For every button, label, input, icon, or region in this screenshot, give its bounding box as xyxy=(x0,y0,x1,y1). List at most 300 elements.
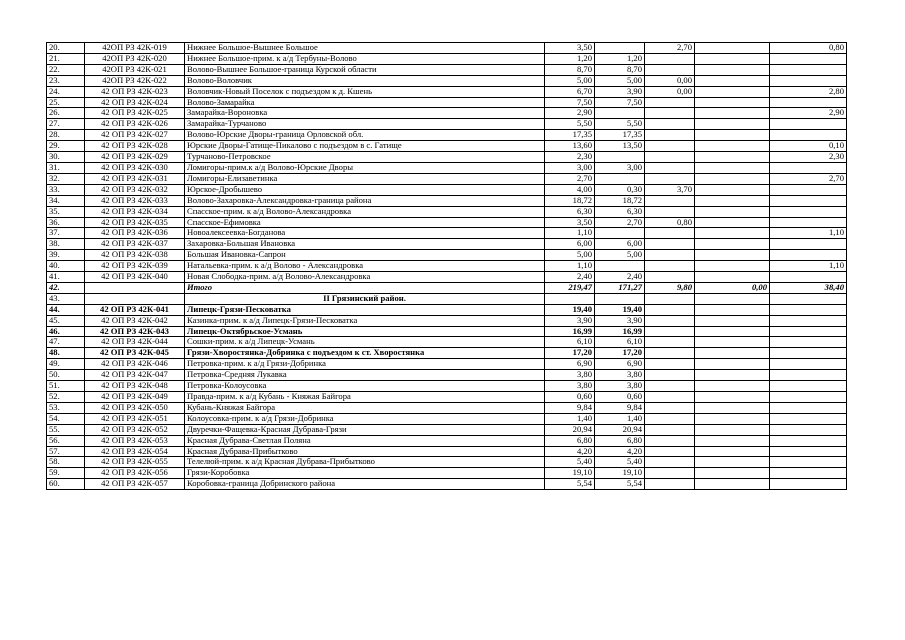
length-col-4-cell xyxy=(695,424,770,435)
length-col-2-cell: 4,20 xyxy=(595,446,645,457)
table-row xyxy=(47,261,847,272)
table-row xyxy=(47,97,847,108)
length-col-3-cell xyxy=(645,326,695,337)
length-col-2-cell xyxy=(595,173,645,184)
length-col-5-cell xyxy=(770,53,847,64)
total-length-cell: 5,40 xyxy=(545,457,595,468)
road-code-cell: 42 ОП РЗ 42К-025 xyxy=(85,108,185,119)
length-col-3-cell xyxy=(645,119,695,130)
length-col-3-cell xyxy=(645,413,695,424)
row-number-cell: 21. xyxy=(47,53,85,64)
road-name-cell: Большая Ивановка-Сапрон xyxy=(185,250,545,261)
length-col-2-cell: 18,72 xyxy=(595,195,645,206)
row-number-cell: 58. xyxy=(47,457,85,468)
row-number-cell: 38. xyxy=(47,239,85,250)
length-col-2-cell: 6,00 xyxy=(595,239,645,250)
length-col-3-cell xyxy=(645,337,695,348)
length-col-5-cell: 0,10 xyxy=(770,141,847,152)
length-col-5-cell xyxy=(770,424,847,435)
row-number-cell: 48. xyxy=(47,348,85,359)
road-name-cell: Ломигоры-прим.к а/д Волово-Юрские Дворы xyxy=(185,162,545,173)
road-name-cell: Спасское-прим. к а/д Волово-Александровка xyxy=(185,206,545,217)
road-name-cell: Нижнее Большое-прим. к а/д Тербуны-Волово xyxy=(185,53,545,64)
length-col-2-cell: 5,00 xyxy=(595,75,645,86)
table-row xyxy=(47,43,847,54)
length-col-5-cell xyxy=(770,446,847,457)
total-length-cell: 2,70 xyxy=(545,173,595,184)
road-name-cell: Красная Дубрава-Светлая Поляна xyxy=(185,435,545,446)
length-col-4-cell xyxy=(695,97,770,108)
row-number-cell: 41. xyxy=(47,272,85,283)
length-col-5-cell xyxy=(770,381,847,392)
length-col-4-cell xyxy=(695,293,770,304)
length-col-5-cell xyxy=(770,359,847,370)
road-name-cell: Замарайка-Турчаново xyxy=(185,119,545,130)
length-col-4-cell xyxy=(695,337,770,348)
length-col-3-cell xyxy=(645,152,695,163)
length-col-3-cell xyxy=(645,261,695,272)
length-col-4-cell xyxy=(695,86,770,97)
length-col-2-cell: 7,50 xyxy=(595,97,645,108)
road-name-cell: Колоусовка-прим. к а/д Грязи-Добринка xyxy=(185,413,545,424)
row-number-cell: 44. xyxy=(47,304,85,315)
road-name-cell: II Грязинский район. xyxy=(185,293,545,304)
row-number-cell: 59. xyxy=(47,468,85,479)
total-length-cell: 9,84 xyxy=(545,402,595,413)
road-code-cell xyxy=(85,293,185,304)
length-col-4-cell xyxy=(695,141,770,152)
length-col-2-cell: 5,40 xyxy=(595,457,645,468)
total-length-cell: 5,54 xyxy=(545,479,595,490)
total-length-cell: 13,60 xyxy=(545,141,595,152)
total-length-cell: 4,20 xyxy=(545,446,595,457)
length-col-5-cell xyxy=(770,402,847,413)
length-col-2-cell: 5,54 xyxy=(595,479,645,490)
road-name-cell: Кубань-Княжая Байгора xyxy=(185,402,545,413)
length-col-5-cell xyxy=(770,130,847,141)
road-code-cell: 42 ОП РЗ 42К-057 xyxy=(85,479,185,490)
length-col-2-cell: 1,20 xyxy=(595,53,645,64)
length-col-3-cell xyxy=(645,53,695,64)
road-code-cell: 42ОП РЗ 42К-019 xyxy=(85,43,185,54)
road-name-cell: Волово-Юрские Дворы-граница Орловской обл. xyxy=(185,130,545,141)
table-row xyxy=(47,152,847,163)
length-col-2-cell xyxy=(595,108,645,119)
total-length-cell: 6,80 xyxy=(545,435,595,446)
length-col-5-cell xyxy=(770,97,847,108)
length-col-3-cell xyxy=(645,228,695,239)
road-name-cell: Петровка-Средняя Лукавка xyxy=(185,370,545,381)
length-col-2-cell xyxy=(595,261,645,272)
length-col-5-cell xyxy=(770,75,847,86)
length-col-3-cell xyxy=(645,130,695,141)
length-col-4-cell xyxy=(695,152,770,163)
length-col-2-cell: 6,80 xyxy=(595,435,645,446)
road-code-cell: 42 ОП РЗ 42К-050 xyxy=(85,402,185,413)
table-row xyxy=(47,457,847,468)
table-row xyxy=(47,206,847,217)
total-length-cell: 3,50 xyxy=(545,43,595,54)
table-row xyxy=(47,348,847,359)
row-number-cell: 22. xyxy=(47,64,85,75)
total-length-cell: 18,72 xyxy=(545,195,595,206)
row-number-cell: 37. xyxy=(47,228,85,239)
total-length-cell: 6,90 xyxy=(545,359,595,370)
length-col-5-cell xyxy=(770,457,847,468)
length-col-5-cell xyxy=(770,293,847,304)
length-col-4-cell xyxy=(695,392,770,403)
length-col-5-cell xyxy=(770,272,847,283)
row-number-cell: 31. xyxy=(47,162,85,173)
length-col-3-cell xyxy=(645,446,695,457)
length-col-4-cell xyxy=(695,315,770,326)
length-col-2-cell: 16,99 xyxy=(595,326,645,337)
length-col-4-cell xyxy=(695,348,770,359)
road-code-cell: 42 ОП РЗ 42К-033 xyxy=(85,195,185,206)
length-col-2-cell xyxy=(595,228,645,239)
road-name-cell: Грязи-Коробовка xyxy=(185,468,545,479)
length-col-5-cell xyxy=(770,217,847,228)
road-name-cell: Красная Дубрава-Прибытково xyxy=(185,446,545,457)
table-row xyxy=(47,119,847,130)
row-number-cell: 43. xyxy=(47,293,85,304)
length-col-5-cell xyxy=(770,304,847,315)
length-col-4-cell xyxy=(695,479,770,490)
total-length-cell: 3,80 xyxy=(545,370,595,381)
table-row xyxy=(47,392,847,403)
total-length-cell: 7,50 xyxy=(545,97,595,108)
road-name-cell: Двуречки-Фащевка-Красная Дубрава-Грязи xyxy=(185,424,545,435)
length-col-2-cell: 3,90 xyxy=(595,86,645,97)
road-code-cell: 42 ОП РЗ 42К-031 xyxy=(85,173,185,184)
total-length-cell: 6,10 xyxy=(545,337,595,348)
length-col-2-cell: 3,80 xyxy=(595,381,645,392)
road-code-cell: 42ОП РЗ 42К-022 xyxy=(85,75,185,86)
length-col-3-cell: 2,70 xyxy=(645,43,695,54)
table-row xyxy=(47,402,847,413)
length-col-4-cell xyxy=(695,184,770,195)
length-col-3-cell xyxy=(645,293,695,304)
table-row xyxy=(47,239,847,250)
row-number-cell: 35. xyxy=(47,206,85,217)
road-name-cell: Сошки-прим. к а/д Липецк-Усмань xyxy=(185,337,545,348)
table-row xyxy=(47,184,847,195)
length-col-5-cell: 38,40 xyxy=(770,282,847,293)
length-col-5-cell xyxy=(770,162,847,173)
length-col-3-cell xyxy=(645,108,695,119)
total-length-cell: 219,47 xyxy=(545,282,595,293)
row-number-cell: 56. xyxy=(47,435,85,446)
road-code-cell: 42 ОП РЗ 42К-047 xyxy=(85,370,185,381)
length-col-2-cell: 0,30 xyxy=(595,184,645,195)
road-code-cell: 42 ОП РЗ 42К-046 xyxy=(85,359,185,370)
length-col-3-cell xyxy=(645,272,695,283)
road-name-cell: Липецк-Октябрьское-Усмань xyxy=(185,326,545,337)
row-number-cell: 57. xyxy=(47,446,85,457)
total-length-cell: 5,00 xyxy=(545,75,595,86)
table-row xyxy=(47,282,847,293)
length-col-2-cell: 6,10 xyxy=(595,337,645,348)
road-code-cell: 42 ОП РЗ 42К-026 xyxy=(85,119,185,130)
row-number-cell: 27. xyxy=(47,119,85,130)
total-length-cell: 2,40 xyxy=(545,272,595,283)
length-col-3-cell xyxy=(645,402,695,413)
length-col-4-cell xyxy=(695,272,770,283)
row-number-cell: 34. xyxy=(47,195,85,206)
length-col-2-cell xyxy=(595,43,645,54)
length-col-3-cell xyxy=(645,370,695,381)
length-col-4-cell xyxy=(695,304,770,315)
total-length-cell: 16,99 xyxy=(545,326,595,337)
row-number-cell: 46. xyxy=(47,326,85,337)
row-number-cell: 50. xyxy=(47,370,85,381)
road-code-cell: 42 ОП РЗ 42К-027 xyxy=(85,130,185,141)
roads-table xyxy=(46,42,847,490)
road-code-cell: 42 ОП РЗ 42К-038 xyxy=(85,250,185,261)
table-row xyxy=(47,293,847,304)
length-col-4-cell xyxy=(695,162,770,173)
road-code-cell: 42 ОП РЗ 42К-036 xyxy=(85,228,185,239)
road-code-cell: 42 ОП РЗ 42К-048 xyxy=(85,381,185,392)
length-col-3-cell xyxy=(645,435,695,446)
length-col-3-cell: 9,80 xyxy=(645,282,695,293)
length-col-2-cell: 19,40 xyxy=(595,304,645,315)
length-col-5-cell xyxy=(770,337,847,348)
length-col-2-cell: 3,80 xyxy=(595,370,645,381)
length-col-3-cell xyxy=(645,359,695,370)
length-col-5-cell xyxy=(770,392,847,403)
length-col-2-cell: 6,30 xyxy=(595,206,645,217)
row-number-cell: 51. xyxy=(47,381,85,392)
row-number-cell: 55. xyxy=(47,424,85,435)
length-col-5-cell xyxy=(770,326,847,337)
total-length-cell: 1,10 xyxy=(545,228,595,239)
table-row xyxy=(47,315,847,326)
length-col-5-cell xyxy=(770,435,847,446)
length-col-5-cell xyxy=(770,64,847,75)
road-name-cell: Захаровка-Большая Ивановка xyxy=(185,239,545,250)
road-code-cell: 42 ОП РЗ 42К-037 xyxy=(85,239,185,250)
road-code-cell: 42 ОП РЗ 42К-039 xyxy=(85,261,185,272)
length-col-3-cell xyxy=(645,392,695,403)
road-name-cell: Натальевка-прим. к а/д Волово - Александровка xyxy=(185,261,545,272)
table-row xyxy=(47,228,847,239)
total-length-cell: 5,50 xyxy=(545,119,595,130)
length-col-4-cell xyxy=(695,326,770,337)
total-length-cell: 2,90 xyxy=(545,108,595,119)
road-code-cell: 42 ОП РЗ 42К-035 xyxy=(85,217,185,228)
length-col-4-cell xyxy=(695,261,770,272)
length-col-4-cell xyxy=(695,413,770,424)
row-number-cell: 29. xyxy=(47,141,85,152)
length-col-3-cell: 0,00 xyxy=(645,86,695,97)
length-col-4-cell xyxy=(695,64,770,75)
row-number-cell: 25. xyxy=(47,97,85,108)
road-name-cell: Коробовка-граница Добринского района xyxy=(185,479,545,490)
length-col-4-cell: 0,00 xyxy=(695,282,770,293)
road-code-cell: 42 ОП РЗ 42К-023 xyxy=(85,86,185,97)
road-name-cell: Новоалексеевка-Богданова xyxy=(185,228,545,239)
row-number-cell: 26. xyxy=(47,108,85,119)
row-number-cell: 54. xyxy=(47,413,85,424)
row-number-cell: 24. xyxy=(47,86,85,97)
table-row xyxy=(47,359,847,370)
length-col-3-cell xyxy=(645,97,695,108)
road-name-cell: Липецк-Грязи-Песковатка xyxy=(185,304,545,315)
table-row xyxy=(47,130,847,141)
length-col-2-cell: 19,10 xyxy=(595,468,645,479)
road-code-cell: 42 ОП РЗ 42К-055 xyxy=(85,457,185,468)
length-col-4-cell xyxy=(695,446,770,457)
road-code-cell: 42 ОП РЗ 42К-040 xyxy=(85,272,185,283)
length-col-2-cell: 6,90 xyxy=(595,359,645,370)
total-length-cell: 1,10 xyxy=(545,261,595,272)
road-name-cell: Новая Слободка-прим. а/д Волово-Александровка xyxy=(185,272,545,283)
road-name-cell: Воловчик-Новый Поселок с подъездом к д. Кшень xyxy=(185,86,545,97)
total-length-cell: 6,30 xyxy=(545,206,595,217)
length-col-5-cell xyxy=(770,348,847,359)
total-length-cell: 19,10 xyxy=(545,468,595,479)
length-col-2-cell: 0,60 xyxy=(595,392,645,403)
length-col-5-cell: 2,70 xyxy=(770,173,847,184)
table-row xyxy=(47,413,847,424)
table-row xyxy=(47,162,847,173)
total-length-cell: 3,00 xyxy=(545,162,595,173)
length-col-3-cell xyxy=(645,424,695,435)
total-length-cell: 8,70 xyxy=(545,64,595,75)
total-length-cell: 20,94 xyxy=(545,424,595,435)
length-col-4-cell xyxy=(695,119,770,130)
total-length-cell: 19,40 xyxy=(545,304,595,315)
row-number-cell: 45. xyxy=(47,315,85,326)
length-col-5-cell xyxy=(770,119,847,130)
table-row xyxy=(47,424,847,435)
total-length-cell: 3,80 xyxy=(545,381,595,392)
road-name-cell: Ломигоры-Елизаветинка xyxy=(185,173,545,184)
length-col-5-cell: 1,10 xyxy=(770,228,847,239)
length-col-3-cell xyxy=(645,304,695,315)
table-row xyxy=(47,75,847,86)
length-col-2-cell: 8,70 xyxy=(595,64,645,75)
road-code-cell: 42 ОП РЗ 42К-030 xyxy=(85,162,185,173)
road-code-cell xyxy=(85,282,185,293)
length-col-3-cell: 0,80 xyxy=(645,217,695,228)
length-col-2-cell: 5,00 xyxy=(595,250,645,261)
length-col-4-cell xyxy=(695,250,770,261)
total-length-cell: 4,00 xyxy=(545,184,595,195)
road-name-cell: Итого xyxy=(185,282,545,293)
total-length-cell: 6,70 xyxy=(545,86,595,97)
length-col-5-cell: 2,90 xyxy=(770,108,847,119)
length-col-4-cell xyxy=(695,130,770,141)
table-row xyxy=(47,337,847,348)
total-length-cell: 17,20 xyxy=(545,348,595,359)
total-length-cell: 3,50 xyxy=(545,217,595,228)
total-length-cell: 17,35 xyxy=(545,130,595,141)
length-col-2-cell: 20,94 xyxy=(595,424,645,435)
length-col-2-cell: 3,00 xyxy=(595,162,645,173)
length-col-3-cell xyxy=(645,195,695,206)
length-col-3-cell xyxy=(645,479,695,490)
road-name-cell: Нижнее Большое-Вышнее Большое xyxy=(185,43,545,54)
length-col-3-cell xyxy=(645,381,695,392)
total-length-cell: 6,00 xyxy=(545,239,595,250)
total-length-cell: 3,90 xyxy=(545,315,595,326)
table-row xyxy=(47,370,847,381)
row-number-cell: 39. xyxy=(47,250,85,261)
row-number-cell: 47. xyxy=(47,337,85,348)
length-col-2-cell: 5,50 xyxy=(595,119,645,130)
road-code-cell: 42 ОП РЗ 42К-045 xyxy=(85,348,185,359)
total-length-cell xyxy=(545,293,595,304)
length-col-5-cell xyxy=(770,315,847,326)
length-col-4-cell xyxy=(695,75,770,86)
road-name-cell: Юрские Дворы-Гатище-Пикалово с подъездом в с. Гатище xyxy=(185,141,545,152)
road-name-cell: Телелюй-прим. к а/д Красная Дубрава-Прибытково xyxy=(185,457,545,468)
length-col-3-cell xyxy=(645,141,695,152)
row-number-cell: 42. xyxy=(47,282,85,293)
length-col-3-cell xyxy=(645,64,695,75)
length-col-2-cell: 2,40 xyxy=(595,272,645,283)
table-row xyxy=(47,217,847,228)
road-code-cell: 42 ОП РЗ 42К-052 xyxy=(85,424,185,435)
road-code-cell: 42ОП РЗ 42К-020 xyxy=(85,53,185,64)
total-length-cell: 1,40 xyxy=(545,413,595,424)
length-col-2-cell: 9,84 xyxy=(595,402,645,413)
road-code-cell: 42ОП РЗ 42К-021 xyxy=(85,64,185,75)
row-number-cell: 23. xyxy=(47,75,85,86)
total-length-cell: 0,60 xyxy=(545,392,595,403)
row-number-cell: 33. xyxy=(47,184,85,195)
row-number-cell: 36. xyxy=(47,217,85,228)
length-col-5-cell: 0,80 xyxy=(770,43,847,54)
table-row xyxy=(47,195,847,206)
road-name-cell: Волово-Воловчик xyxy=(185,75,545,86)
length-col-2-cell: 3,90 xyxy=(595,315,645,326)
row-number-cell: 53. xyxy=(47,402,85,413)
row-number-cell: 60. xyxy=(47,479,85,490)
length-col-3-cell xyxy=(645,173,695,184)
road-code-cell: 42 ОП РЗ 42К-032 xyxy=(85,184,185,195)
total-length-cell: 2,30 xyxy=(545,152,595,163)
row-number-cell: 49. xyxy=(47,359,85,370)
length-col-2-cell: 171,27 xyxy=(595,282,645,293)
road-code-cell: 42 ОП РЗ 42К-034 xyxy=(85,206,185,217)
row-number-cell: 32. xyxy=(47,173,85,184)
length-col-4-cell xyxy=(695,195,770,206)
length-col-2-cell: 17,20 xyxy=(595,348,645,359)
road-name-cell: Волово-Замарайка xyxy=(185,97,545,108)
length-col-3-cell xyxy=(645,468,695,479)
road-name-cell: Правда-прим. к а/д Кубань - Княжая Байгора xyxy=(185,392,545,403)
length-col-4-cell xyxy=(695,206,770,217)
table-row xyxy=(47,468,847,479)
length-col-4-cell xyxy=(695,370,770,381)
length-col-5-cell: 1,10 xyxy=(770,261,847,272)
length-col-3-cell: 0,00 xyxy=(645,75,695,86)
road-code-cell: 42 ОП РЗ 42К-053 xyxy=(85,435,185,446)
road-name-cell: Грязи-Хворостянка-Добринка с подъездом к ст. Хворостянка xyxy=(185,348,545,359)
road-name-cell: Казинка-прим. к а/д Липецк-Грязи-Песковатка xyxy=(185,315,545,326)
road-code-cell: 42 ОП РЗ 42К-051 xyxy=(85,413,185,424)
length-col-2-cell: 13,50 xyxy=(595,141,645,152)
table-row xyxy=(47,141,847,152)
table-row xyxy=(47,272,847,283)
road-code-cell: 42 ОП РЗ 42К-028 xyxy=(85,141,185,152)
length-col-2-cell: 17,35 xyxy=(595,130,645,141)
road-name-cell: Юрское-Дробышево xyxy=(185,184,545,195)
length-col-4-cell xyxy=(695,457,770,468)
